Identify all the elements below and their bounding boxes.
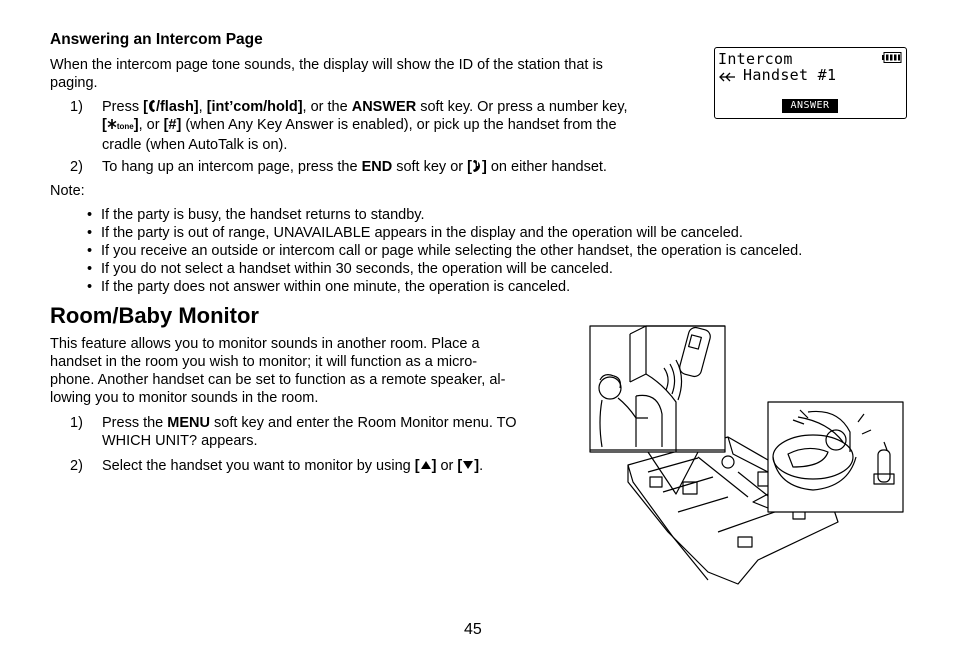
intercom-intro: When the intercom page tone sounds, the display will show the ID of the station that is paging. <box>50 57 603 91</box>
note-label: Note: <box>50 183 85 199</box>
end-call-key: [ ] <box>467 159 487 175</box>
intercom-hold-key: [int’com/hold] <box>206 99 303 115</box>
star-tone-key: [ tone] <box>102 117 139 133</box>
flash-key: [ /flash] <box>143 99 199 115</box>
up-arrow-icon <box>420 460 432 470</box>
step-number: 1) <box>70 99 83 115</box>
step-number: 2) <box>70 159 83 175</box>
pound-key: [#] <box>163 117 182 133</box>
room-monitor-illustration <box>588 322 906 592</box>
up-key: [ ] <box>414 458 437 474</box>
list-item: • If the party does not answer within one minute, the operation is canceled. <box>87 278 802 296</box>
step-number: 1) <box>70 415 83 431</box>
page-number: 45 <box>464 621 482 638</box>
list-item: • If the party is busy, the handset returns to standby. <box>87 206 802 224</box>
list-item: • If you receive an outside or intercom call or page while selecting the other handset, the operation is canceled. <box>87 242 802 260</box>
answer-key: ANSWER <box>351 99 417 115</box>
end-key: END <box>361 159 393 175</box>
display-line-2: Handset #1 <box>743 66 837 84</box>
intercom-step-2: To hang up an intercom page, press the END soft key or [ ] on either handset. <box>102 159 607 175</box>
asterisk-icon <box>107 118 117 130</box>
phone-handset-icon <box>148 99 156 113</box>
incoming-arrows-icon <box>718 71 738 83</box>
list-item: • If the party is out of range, UNAVAILABLE appears in the display and the operation will be canceled. <box>87 224 802 242</box>
menu-key: MENU <box>167 415 210 431</box>
intercom-heading: Answering an Intercom Page <box>50 31 263 48</box>
answer-softkey[interactable]: ANSWER <box>782 99 838 113</box>
room-monitor-step-2: Select the handset you want to monitor by using [ ] or [ ]. <box>102 458 484 474</box>
display-line-1: Intercom <box>718 50 793 68</box>
battery-icon <box>882 52 902 63</box>
list-item: • If you do not select a handset within 30 seconds, the operation will be canceled. <box>87 260 802 278</box>
intercom-step-1: Press [ /flash], [int’com/hold], or the ANSWER soft key. Or press a number key, [ tone], or [#] (when Any Key Answer is enabled), or pick up the handset from the cradle (when AutoTalk is on). <box>102 99 628 153</box>
room-monitor-body: This feature allows you to monitor sounds in another room. Place a handset in the room you wish to monitor; it will function as a micro- phone. Another handset can be set to function as a remote speaker, al- lowing you to monitor sounds in the room. <box>50 336 506 406</box>
step-number: 2) <box>70 458 83 474</box>
handset-display <box>714 47 907 119</box>
down-key: [ ] <box>457 458 480 474</box>
down-arrow-icon <box>462 460 474 470</box>
room-monitor-step-1: Press the MENU soft key and enter the Room Monitor menu. TO WHICH UNIT? appears. <box>102 415 517 449</box>
room-monitor-heading: Room/Baby Monitor <box>50 303 259 328</box>
notes-list <box>87 206 802 296</box>
hang-up-icon <box>472 159 482 173</box>
